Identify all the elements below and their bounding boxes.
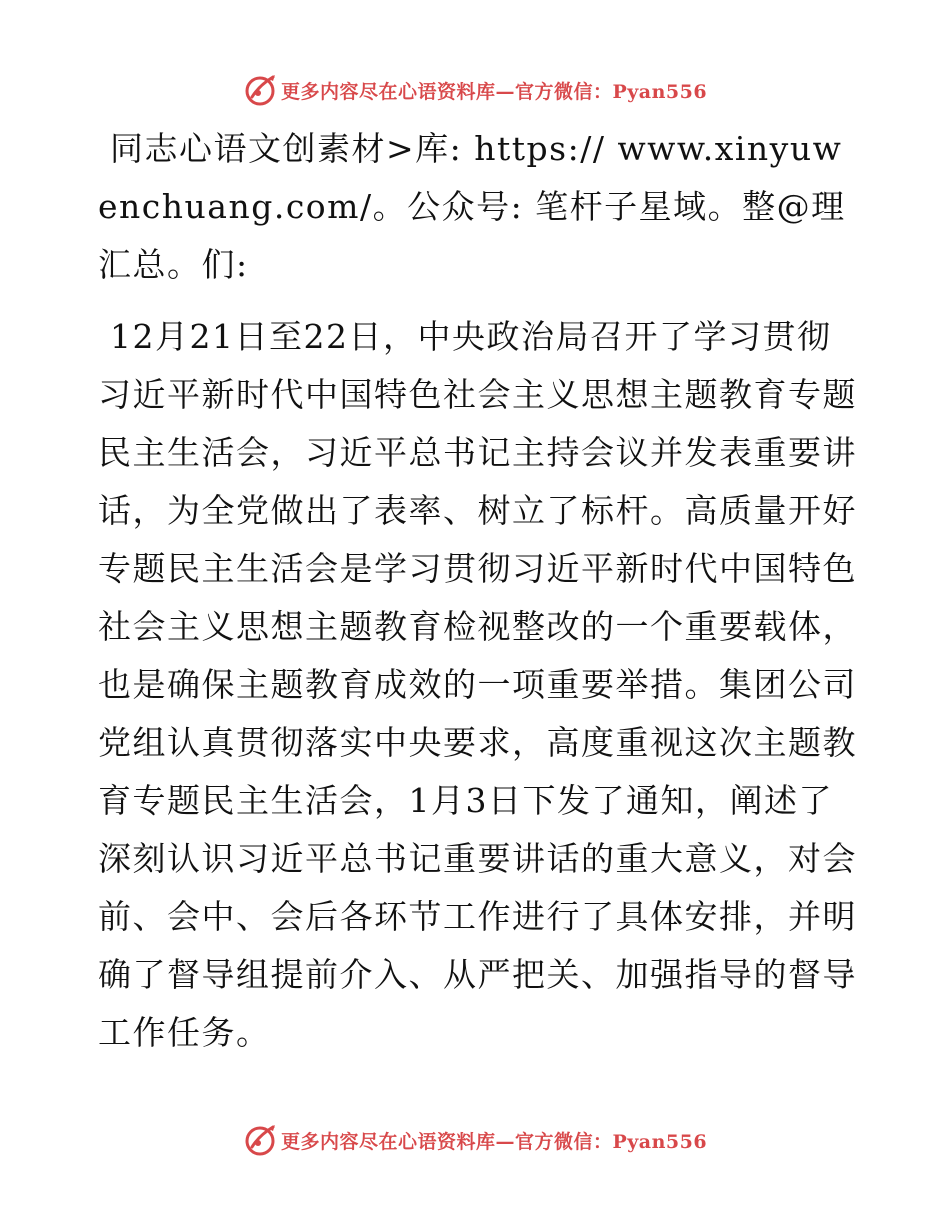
header-watermark <box>0 70 950 110</box>
document-body <box>98 120 858 1062</box>
body-paragraph: 12月21日至22日，中央政治局召开了学习贯彻习近平新时代中国特色社会主义思想主题教育专题民主生活会，习近平总书记主持会议并发表重要讲话，为全党做出了表率、树立了标杆。高质量开好专题民主生活会是学习贯彻习近平新时代中国特色社会主义思想主题教育检视整改的一个重要载体，也是确保主题教育成效的一项重要举措。集团公司党组认真贯彻落实中央要求，高度重视这次主题教育专题民主生活会，1月3日下发了通知，阐述了深刻认识习近平总书记重要讲话的重大意义，对会前、会中、会后各环节工作进行了具体安排，并明确了督导组提前介入、从严把关、加强指导的督导工作任务。 <box>98 317 857 1052</box>
footer-watermark <box>0 1120 950 1160</box>
watermark-text: 更多内容尽在心语资料库—官方微信：Pyan556 <box>280 80 708 103</box>
intro-paragraph: 同志心语文创素材>库: https:// www.xinyuwenchuang.com/。公众号: 笔杆子星域。整@理汇总。们: <box>98 129 846 284</box>
watermark-text: 更多内容尽在心语资料库—官方微信：Pyan556 <box>280 1130 708 1153</box>
brush-seal-icon <box>243 73 277 107</box>
brush-seal-icon <box>243 1123 277 1157</box>
